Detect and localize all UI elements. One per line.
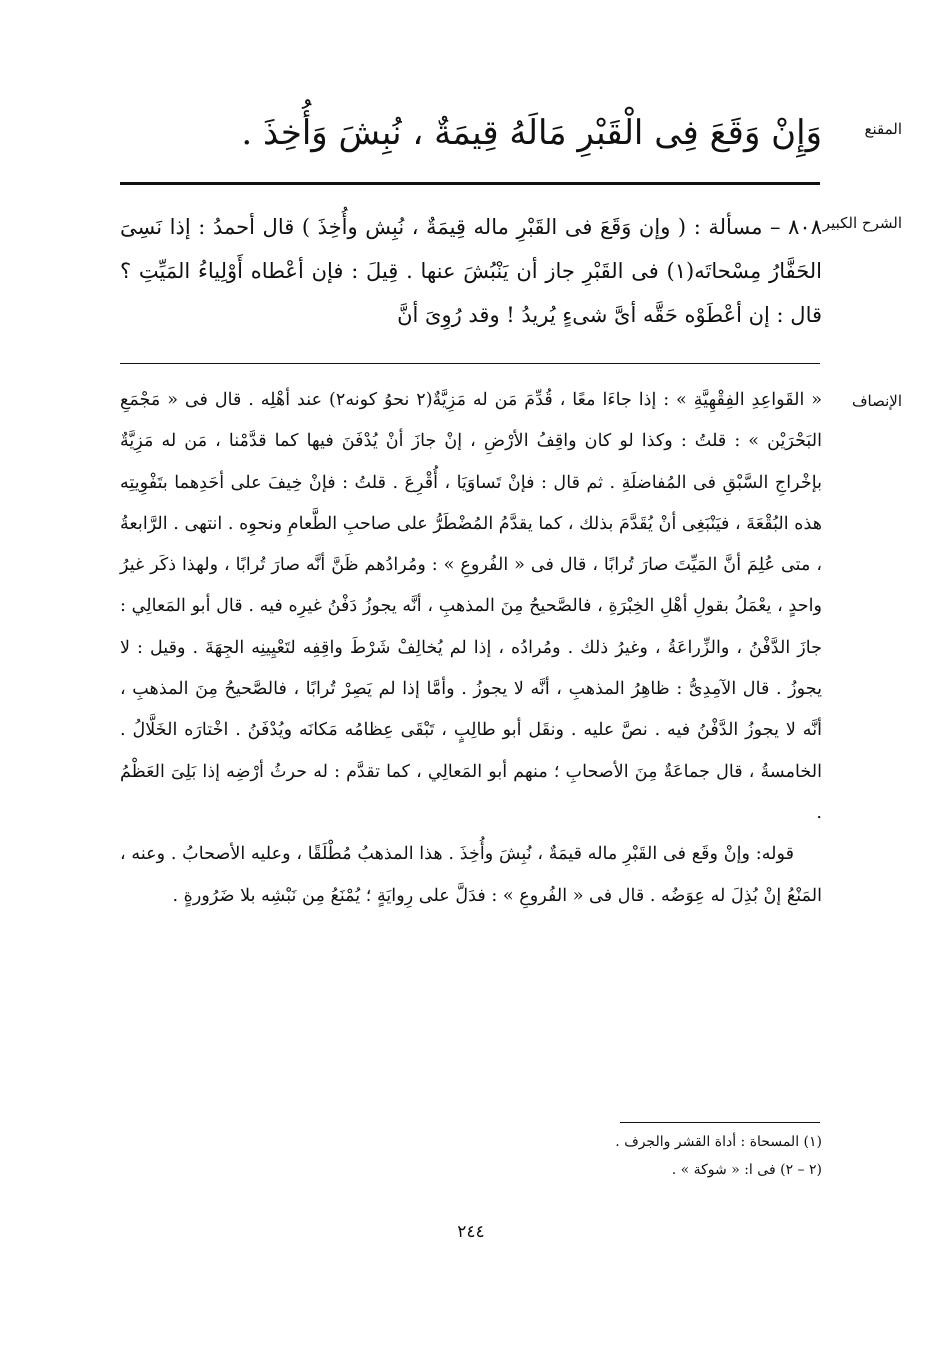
label-muqni: المقنع bbox=[864, 120, 902, 138]
footnote-2: (٢ – ٢) فى ا: « شوكة » . bbox=[671, 1162, 822, 1178]
label-insaf: الإنصاف bbox=[851, 392, 902, 410]
section-divider-thick bbox=[120, 182, 820, 185]
page-number: ٢٤٤ bbox=[457, 1222, 485, 1242]
label-sharh: الشرح الكبير bbox=[822, 214, 902, 232]
muqni-text: وَإِنْ وَقَعَ فِى الْقَبْرِ مَالَهُ قِيمَةٌ ، نُبِشَ وَأُخِذَ . bbox=[241, 113, 822, 153]
section-divider-thin bbox=[120, 363, 820, 364]
sharh-text: ٨٠٨ – مسألة : ( وإن وَقَعَ فى القَبْرِ ماله قِيمَةٌ ، نُبِش وأُخِذَ ) قال أحمدُ : إذا نَسِىَ الحَفَّارُ مِسْحاتَه(١) فى القَبْرِ جاز أن يَنْبُشَ عنها . قِيلَ : فإن أعْطاه أَوْلِياءُ المَيِّتِ ؟ قال : إن أعْطَوْه حَقَّه أىَّ شىءٍ يُريدُ ! وقد رُوِىَ أنَّ bbox=[120, 215, 823, 327]
footnote-divider bbox=[620, 1122, 820, 1123]
insaf-paragraph-2: قوله: وإنْ وقَع فى القَبْرِ ماله قيمَةٌ ، نُبِشَ وأُخِذَ . هذا المذهبُ مُطْلَقًا ، وعليه الأصحابُ . وعنه ، المَنْعُ إنْ بُذِلَ له عِوَضُه . قال فى « الفُروعِ » : فدَلَّ على رِوايَةٍ ؛ يُمْنَعُ مِن نَبْشِه بلا ضَرُورةٍ . bbox=[120, 844, 822, 906]
footnote-1: (١) المسحاة : أداة القشر والجرف . bbox=[615, 1134, 822, 1150]
insaf-paragraph-1: « القَواعِدِ الفِقْهِيَّةِ » : إذا جاءَا معًا ، قُدِّمَ مَن له مَزِيَّةٌ(٢ نحوُ كونه٢) عند أهْلِه . قال فى « مَجْمَعِ البَحْرَيْن » : قلتُ : وكذا لو كان واقِفُ الأرْضِ ، إنْ جازَ أنْ يُدْفَنَ فيها كما قدَّمْنا ، مَن له مَزِيَّةٌ بإخْراجِ السَّبْقِ فى المُفاضلَةِ . ثم قال : فإنْ تَساوَيَا ، أُقْرِعَ . قلتُ : فإنْ خِيفَ على أحَدِهما بتَفْوِيتِه هذه البُقْعَةَ ، فيَنْبَغِى أنْ يُقَدَّمَ بذلك ، كما يقدَّمُ المُضْطَرُّ على صاحبِ الطَّعامِ ونحوِه . انتهى . الرَّابعةُ ، متى عُلِمَ أنَّ المَيِّتَ صارَ تُرابًا ، قال فى « الفُروعِ » : ومُرادُهم ظَنَّ أنَّه صارَ تُرابًا ، ولهذا ذكَر غيرُ واحدٍ ، يعْمَلُ بقولِ أهْلِ الخِبْرَةِ ، فالصَّحيحُ مِنَ المذهبِ ، أنَّه يجوزُ دَفْنُ غيرِه فيه . قال أبو المَعالِي : جازَ الدَّفْنُ ، والزِّراعَةُ ، وغيرُ ذلك . ومُرادُه ، إذا لم يُخالِفْ شَرْطَ واقِفِه لتَعْيِينِه الجِهَةَ . وقيل : لا يجوزُ . قال الآمِدِىُّ : ظاهِرُ المذهبِ ، أنَّه لا يجوزُ . وأمَّا إذا لم يَصِرْ تُرابًا ، فالصَّحيحُ مِنَ المذهبِ ، أنَّه لا يجوزُ الدَّفْنُ فيه . نصَّ عليه . ونقَل أبو طالِبٍ ، تَبْقَى عِظامُه مَكانَه ويُدْفَنُ . اخْتارَه الخَلَّالُ . الخامسةُ ، قال جماعَةٌ مِنَ الأصحابِ ؛ منهم أبو المَعالِي ، كما تقدَّم : له حرثُ أرْضِه إذا بَلِىَ العَظْمُ . bbox=[120, 390, 822, 823]
insaf-text bbox=[120, 380, 822, 917]
footnotes bbox=[400, 1128, 822, 1184]
